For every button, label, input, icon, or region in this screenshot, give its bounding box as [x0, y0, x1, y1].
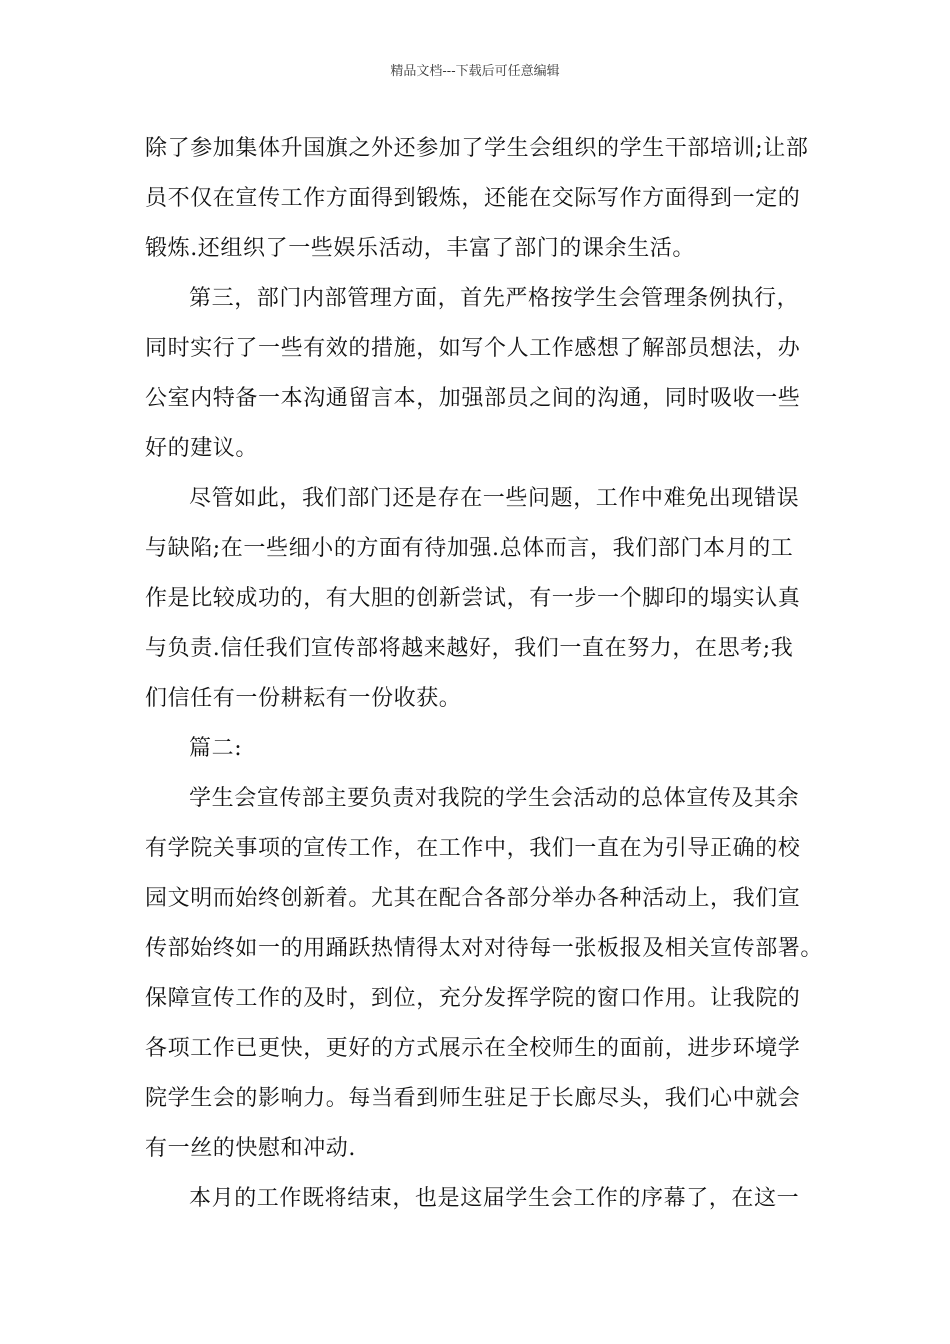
- text-line: 作是比较成功的，有大胆的创新尝试，有一步一个脚印的塌实认真: [145, 586, 801, 611]
- paragraph-first-line: 本月的工作既将结束，也是这届学生会工作的序幕了，在这一: [189, 1186, 800, 1211]
- text-line: 公室内特备一本沟通留言本，加强部员之间的沟通，同时吸收一些: [145, 386, 801, 411]
- text-line: 好的建议。: [145, 436, 259, 461]
- text-line: 各项工作已更快，更好的方式展示在全校师生的面前，进步环境学: [145, 1036, 801, 1061]
- section-heading: 篇二:: [189, 736, 243, 761]
- text-line: 员不仅在宣传工作方面得到锻炼，还能在交际写作方面得到一定的: [145, 186, 801, 211]
- text-line: 院学生会的影响力。每当看到师生驻足于长廊尽头，我们心中就会: [145, 1086, 801, 1111]
- text-line: 有一丝的快慰和冲动.: [145, 1136, 356, 1161]
- paragraph-first-line: 学生会宣传部主要负责对我院的学生会活动的总体宣传及其余: [189, 786, 800, 811]
- text-line: 们信任有一份耕耘有一份收获。: [145, 686, 462, 711]
- text-line: 保障宣传工作的及时，到位，充分发挥学院的窗口作用。让我院的: [145, 986, 801, 1011]
- paragraph-first-line: 第三，部门内部管理方面，首先严格按学生会管理条例执行，: [189, 286, 800, 311]
- text-line: 同时实行了一些有效的措施，如写个人工作感想了解部员想法，办: [145, 336, 801, 361]
- text-line: 除了参加集体升国旗之外还参加了学生会组织的学生干部培训;让部: [145, 136, 809, 161]
- text-line: 锻炼.还组织了一些娱乐活动，丰富了部门的课余生活。: [145, 236, 695, 261]
- text-line: 与缺陷;在一些细小的方面有待加强.总体而言，我们部门本月的工: [145, 536, 794, 561]
- text-line: 与负责.信任我们宣传部将越来越好，我们一直在努力，在思考;我: [145, 636, 794, 661]
- text-line: 传部始终如一的用踊跃热情得太对对待每一张板报及相关宣传部署。: [145, 936, 824, 961]
- paragraph-first-line: 尽管如此，我们部门还是存在一些问题，工作中难免出现错误: [189, 486, 800, 511]
- text-line: 园文明而始终创新着。尤其在配合各部分举办各种活动上，我们宣: [145, 886, 801, 911]
- page-header: 精品文档---下载后可任意编辑: [390, 64, 560, 79]
- text-line: 有学院关事项的宣传工作，在工作中，我们一直在为引导正确的校: [145, 836, 801, 861]
